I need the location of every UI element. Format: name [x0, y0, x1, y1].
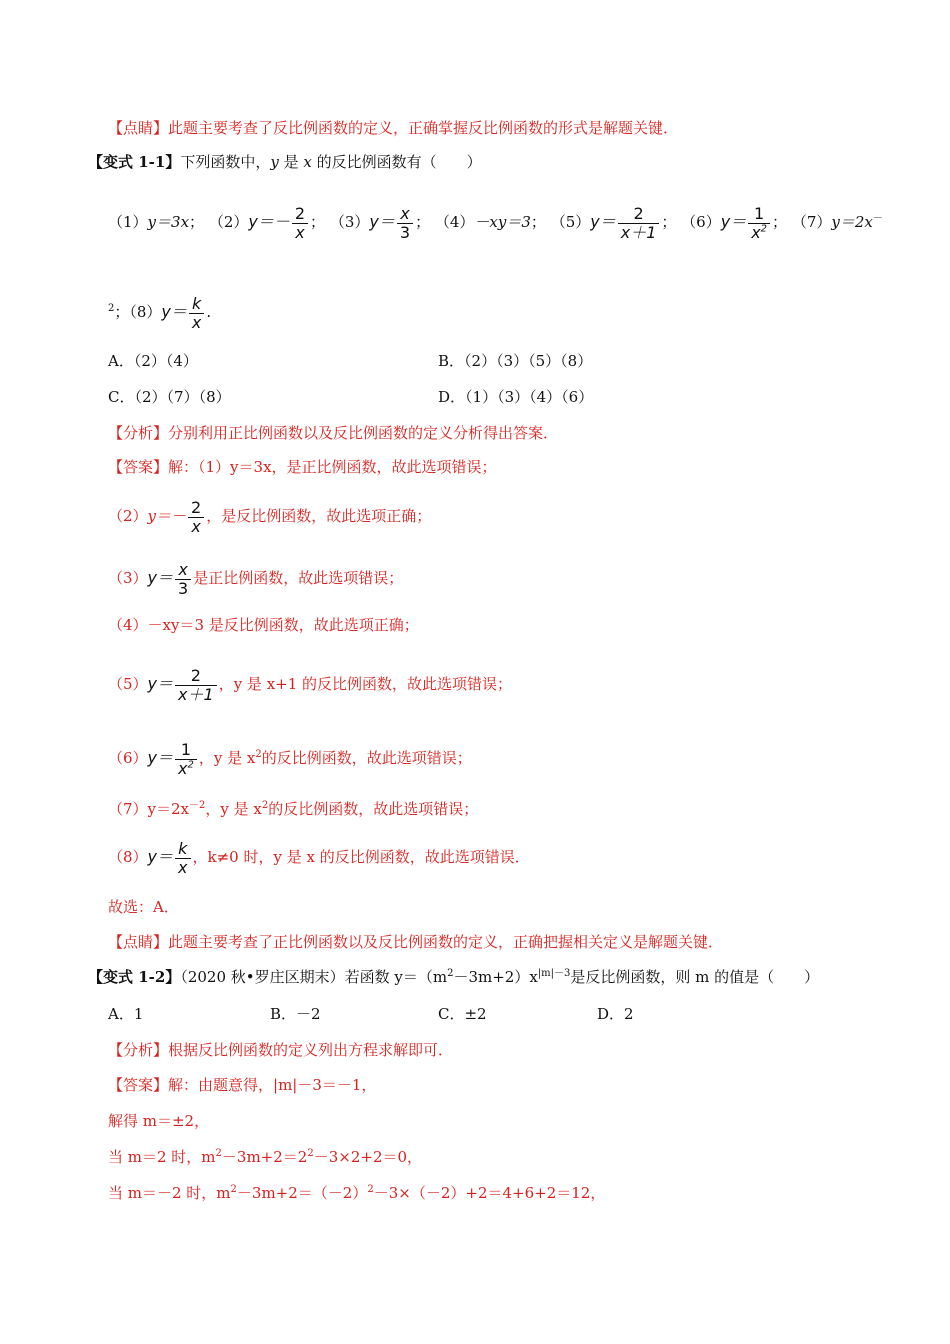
stem-var-x: x — [303, 153, 312, 171]
denominator: 3 — [175, 579, 191, 598]
answer-line-3 — [108, 556, 403, 600]
daan-tag: 【答案】 — [108, 1076, 169, 1094]
answer-text: ，y 是 x+1 的反比例函数，故此选项错误； — [218, 675, 513, 693]
numerator: 2 — [294, 203, 306, 223]
numerator: k — [178, 838, 188, 858]
stem-text: （2020 秋•罗庄区期末）若函数 y＝（m — [180, 968, 448, 986]
exponent: |m|－3 — [537, 968, 571, 979]
guxuan-line: 故选：A． — [108, 898, 179, 916]
fenxi-line — [108, 423, 558, 443]
item-expr: y＝ — [147, 674, 174, 693]
denominator: x — [189, 313, 204, 332]
numerator: 2 — [191, 497, 202, 517]
fraction — [189, 295, 204, 332]
item-label: （8） — [108, 848, 148, 866]
fraction — [175, 561, 191, 598]
answer-line-6 — [108, 736, 472, 780]
item-expr: －xy＝3 — [474, 213, 531, 231]
fraction — [292, 205, 308, 242]
stem-text: 的反比例函数有（ ） — [311, 153, 482, 171]
answer-text: －3×2+2＝0， — [313, 1148, 423, 1166]
answer-line-3-2 — [108, 1147, 422, 1167]
answer-text: －3m+2＝2 — [221, 1148, 308, 1166]
item-expr: y＝ — [147, 847, 174, 866]
fenxi-text: 分别利用正比例函数以及反比例函数的定义分析得出答案． — [168, 424, 559, 442]
fraction — [175, 741, 197, 778]
answer-line-2-2: 解得 m＝±2， — [108, 1112, 210, 1130]
fenxi-tag: 【分析】 — [108, 424, 169, 442]
item-label: （3） — [329, 213, 370, 231]
item-label: （5） — [550, 213, 591, 231]
exponent: 2 — [760, 223, 768, 235]
option-d[interactable]: D．（1）（3）（4）（6） — [438, 388, 594, 406]
item-expr: y＝ — [147, 568, 174, 587]
exponent: 2 — [255, 749, 262, 760]
question-tag: 【变式 1-2】 — [88, 968, 181, 986]
exponent: 2 — [307, 1148, 314, 1159]
fraction — [397, 205, 413, 242]
item-expr: y＝－ — [248, 212, 290, 231]
fenxi-tag: 【分析】 — [108, 1041, 169, 1059]
answer-text: ，y 是 x — [198, 749, 256, 767]
item-expr: y＝2x — [831, 213, 873, 231]
item-label: （1） — [108, 213, 148, 231]
denominator: x — [175, 858, 190, 877]
numerator: x — [178, 559, 188, 579]
dianjing-tag: 【点睛】 — [108, 933, 169, 951]
item-expr: y＝ — [720, 212, 747, 231]
exponent: 2 — [215, 1148, 222, 1159]
numerator: x — [400, 203, 410, 223]
question-tag: 【变式 1-1】 — [88, 153, 181, 171]
numerator: 1 — [180, 739, 192, 759]
exponent: 2 — [447, 968, 454, 979]
option-a[interactable]: A．1 — [108, 1005, 144, 1023]
fraction — [175, 667, 217, 704]
option-a[interactable]: A．（2）（4） — [108, 352, 198, 370]
item-label: （2） — [108, 507, 148, 525]
item-label: （3） — [108, 569, 148, 587]
numerator: 2 — [633, 203, 644, 223]
answer-text: ，y 是 x — [205, 800, 262, 818]
item-label: （5） — [108, 675, 148, 693]
answer-text: －3m+2＝（－2） — [236, 1184, 368, 1202]
answer-line-4: （4）－xy＝3 是反比例函数，故此选项正确； — [108, 616, 419, 634]
exponent: 2 — [230, 1184, 237, 1195]
item-expr: y＝3x — [147, 213, 190, 231]
denominator: x — [292, 223, 308, 242]
option-d[interactable]: D．2 — [597, 1005, 634, 1023]
separator: ； — [310, 213, 326, 231]
function-list — [108, 200, 883, 244]
dianjing-line-top — [108, 118, 678, 138]
answer-line-2 — [108, 494, 431, 538]
denominator: x — [188, 517, 204, 536]
dianjing-line-1-1 — [108, 932, 723, 952]
separator: ； — [415, 213, 431, 231]
item-label: ；（8） — [114, 303, 162, 321]
denominator: 3 — [397, 223, 413, 242]
fenxi-line-1-2 — [108, 1040, 453, 1060]
denominator: x＋1 — [618, 223, 660, 242]
answer-text: 是正比例函数，故此选项错误； — [193, 569, 404, 587]
question-1-1-stem — [88, 152, 482, 172]
answer-text: 的反比例函数，故此选项错误； — [268, 800, 479, 818]
denominator: x — [178, 758, 188, 778]
dianjing-tag: 【点睛】 — [108, 119, 169, 137]
stem-text: －3m+2）x — [453, 968, 538, 986]
daan-tag: 【答案】 — [108, 458, 169, 476]
answer-text: －3×（－2）+2＝4+6+2＝12， — [373, 1184, 606, 1202]
exponent: － — [872, 213, 883, 224]
answer-line-4-2 — [108, 1183, 605, 1203]
period: . — [206, 303, 212, 321]
answer-text: （7）y＝2x — [108, 800, 190, 818]
item-expr: y＝ — [147, 748, 174, 767]
numerator: 2 — [190, 665, 201, 685]
stem-var-y: y — [270, 153, 279, 171]
answer-line-8 — [108, 835, 530, 879]
answer-text: 当 m＝－2 时，m — [108, 1184, 231, 1202]
answer-text: 解：由题意得，|m|－3＝－1， — [168, 1076, 377, 1094]
function-list-cont — [108, 290, 211, 334]
answer-line-7 — [108, 799, 478, 819]
dianjing-text: 此题主要考查了反比例函数的定义，正确掌握反比例函数的形式是解题关键． — [168, 119, 679, 137]
exponent: －2 — [189, 800, 206, 811]
item-label: （7） — [791, 213, 832, 231]
item-expr: y＝－ — [147, 507, 187, 525]
item-expr: y＝ — [161, 302, 187, 321]
answer-line-1-2 — [108, 1075, 376, 1095]
answer-line-1 — [108, 457, 497, 477]
exponent: 2 — [261, 800, 269, 811]
fenxi-text: 根据反比例函数的定义列出方程求解即可． — [168, 1041, 454, 1059]
fraction — [748, 205, 770, 242]
separator: ； — [189, 213, 205, 231]
separator: ； — [530, 213, 546, 231]
item-label: （6） — [108, 749, 148, 767]
stem-text: 是 — [278, 153, 304, 171]
answer-text: 当 m＝2 时，m — [108, 1148, 216, 1166]
numerator: 1 — [754, 203, 765, 223]
exponent: 2 — [187, 759, 194, 771]
fraction — [175, 840, 190, 877]
item-label: （6） — [681, 213, 721, 231]
question-1-2-stem — [88, 967, 819, 987]
item-expr: y＝ — [590, 212, 616, 231]
answer-text: 的反比例函数，故此选项错误； — [261, 749, 472, 767]
dianjing-text: 此题主要考查了正比例函数以及反比例函数的定义，正确把握相关定义是解题关键． — [168, 933, 724, 951]
item-label: （2） — [208, 213, 249, 231]
exponent: 2 — [367, 1184, 374, 1195]
option-c[interactable]: C．±2 — [438, 1005, 487, 1023]
exponent: 2 — [108, 303, 115, 314]
fraction — [188, 499, 204, 536]
option-b[interactable]: B．（2）（3）（5）（8） — [438, 352, 593, 370]
fraction — [618, 205, 660, 242]
answer-text: 解：（1）y＝3x，是正比例函数，故此选项错误； — [168, 458, 497, 476]
item-label: （4） — [434, 213, 475, 231]
item-expr: y＝ — [369, 212, 395, 231]
answer-text: ，是反比例函数，故此选项正确； — [206, 507, 432, 525]
separator: ； — [772, 213, 788, 231]
separator: ； — [661, 213, 677, 231]
option-b[interactable]: B．－2 — [270, 1005, 321, 1023]
numerator: k — [192, 293, 202, 313]
answer-text: ，k≠0 时，y 是 x 的反比例函数，故此选项错误． — [192, 848, 530, 866]
stem-text: 是反比例函数，则 m 的值是（ ） — [570, 968, 820, 986]
denominator: x — [751, 222, 761, 242]
stem-text: 下列函数中， — [180, 153, 271, 171]
answer-line-5 — [108, 662, 512, 706]
option-c[interactable]: C．（2）（7）（8） — [108, 388, 231, 406]
denominator: x＋1 — [175, 685, 217, 704]
